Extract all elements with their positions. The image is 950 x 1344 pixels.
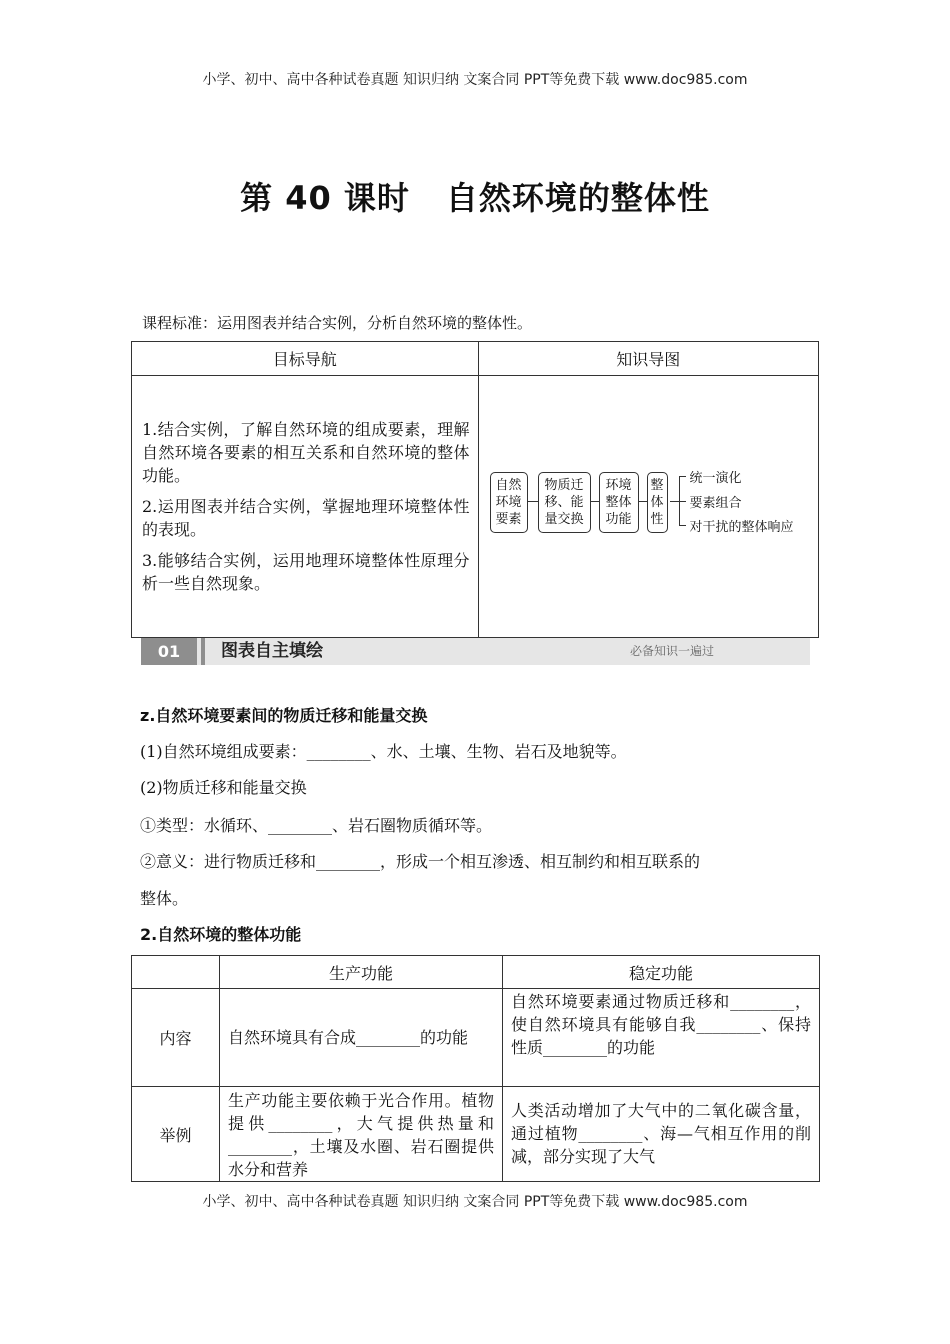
branch-response: 对干扰的整体响应 [689, 520, 794, 535]
section1-p4: ②意义：进行物质迁移和________，形成一个相互渗透、相互制约和相互联系的 [140, 852, 701, 871]
goals-header: 目标导航 [132, 342, 479, 376]
goal-item: 2.运用图表并结合实例，掌握地理环境整体性的表现。 [142, 497, 470, 539]
mindmap-box-exchange: 物质迁移、能量交换 [538, 472, 591, 533]
banner-label: 图表自主填绘 [221, 641, 323, 661]
branch-combination: 要素组合 [689, 496, 742, 511]
section1-p1: (1)自然环境组成要素：________、水、土壤、生物、岩石及地貌等。 [140, 742, 627, 761]
mindmap-box-integrity: 整体性 [647, 472, 668, 533]
table2-col-stability: 稳定功能 [503, 956, 820, 989]
table2-row-content: 内容 [132, 989, 220, 1087]
lesson-number: 第 40 课时 [240, 179, 410, 217]
table2-row-example: 举例 [132, 1087, 220, 1182]
section1-p5: 整体。 [140, 889, 189, 908]
table2-content-production: 自然环境具有合成________的功能 [220, 989, 503, 1087]
banner-subtitle: 必备知识一遍过 [629, 644, 714, 658]
section1-p2: (2)物质迁移和能量交换 [140, 778, 307, 797]
connector-line [591, 501, 599, 502]
table2-corner [132, 956, 220, 989]
bracket-tick [679, 525, 686, 526]
goal-item: 1.结合实例，了解自然环境的组成要素，理解自然环境各要素的相互关系和自然环境的整体功能。 [142, 420, 470, 485]
mindmap-box-elements: 自然环境要素 [490, 472, 528, 533]
page-footer: 小学、初中、高中各种试卷真题 知识归纳 文案合同 PPT等免费下载 www.doc985.com [202, 1194, 748, 1210]
banner-number: 01 [141, 638, 197, 665]
table2-example-stability: 人类活动增加了大气中的二氧化碳含量，通过植物________、海—气相互作用的削减，部分实现了大气 [503, 1087, 820, 1182]
goal-item: 3.能够结合实例，运用地理环境整体性原理分析一些自然现象。 [142, 551, 470, 593]
goals-cell [132, 376, 479, 638]
connector-line [639, 501, 647, 502]
table2-example-production: 生产功能主要依赖于光合作用。植物提供________，大气提供热量和________，土壤及水圈、岩石圈提供水分和营养 [220, 1087, 503, 1182]
section1-heading: z.自然环境要素间的物质迁移和能量交换 [140, 706, 428, 725]
mindmap-header: 知识导图 [478, 342, 818, 376]
function-table [131, 955, 820, 1182]
bracket-tick [679, 501, 686, 502]
table2-content-stability: 自然环境要素通过物质迁移和________，使自然环境具有能够自我________、保持性质________的功能 [503, 989, 820, 1087]
banner-divider [201, 638, 205, 665]
bracket-tick [679, 476, 686, 477]
lesson-topic: 自然环境的整体性 [445, 179, 710, 217]
page-title [0, 173, 950, 219]
mindmap-box-function: 环境整体功能 [599, 472, 639, 533]
page-header: 小学、初中、高中各种试卷真题 知识归纳 文案合同 PPT等免费下载 www.doc985.com [202, 72, 748, 88]
section-banner [141, 638, 810, 665]
section2-heading: 2.自然环境的整体功能 [140, 925, 302, 944]
section1-p3: ①类型：水循环、________、岩石圈物质循环等。 [140, 816, 493, 835]
branch-evolution: 统一演化 [689, 471, 742, 486]
connector-line [670, 501, 679, 502]
table2-col-production: 生产功能 [220, 956, 503, 989]
mindmap-cell [478, 376, 818, 638]
objectives-table [131, 341, 819, 638]
course-standard: 课程标准：运用图表并结合实例，分析自然环境的整体性。 [142, 314, 533, 332]
connector-line [528, 501, 538, 502]
